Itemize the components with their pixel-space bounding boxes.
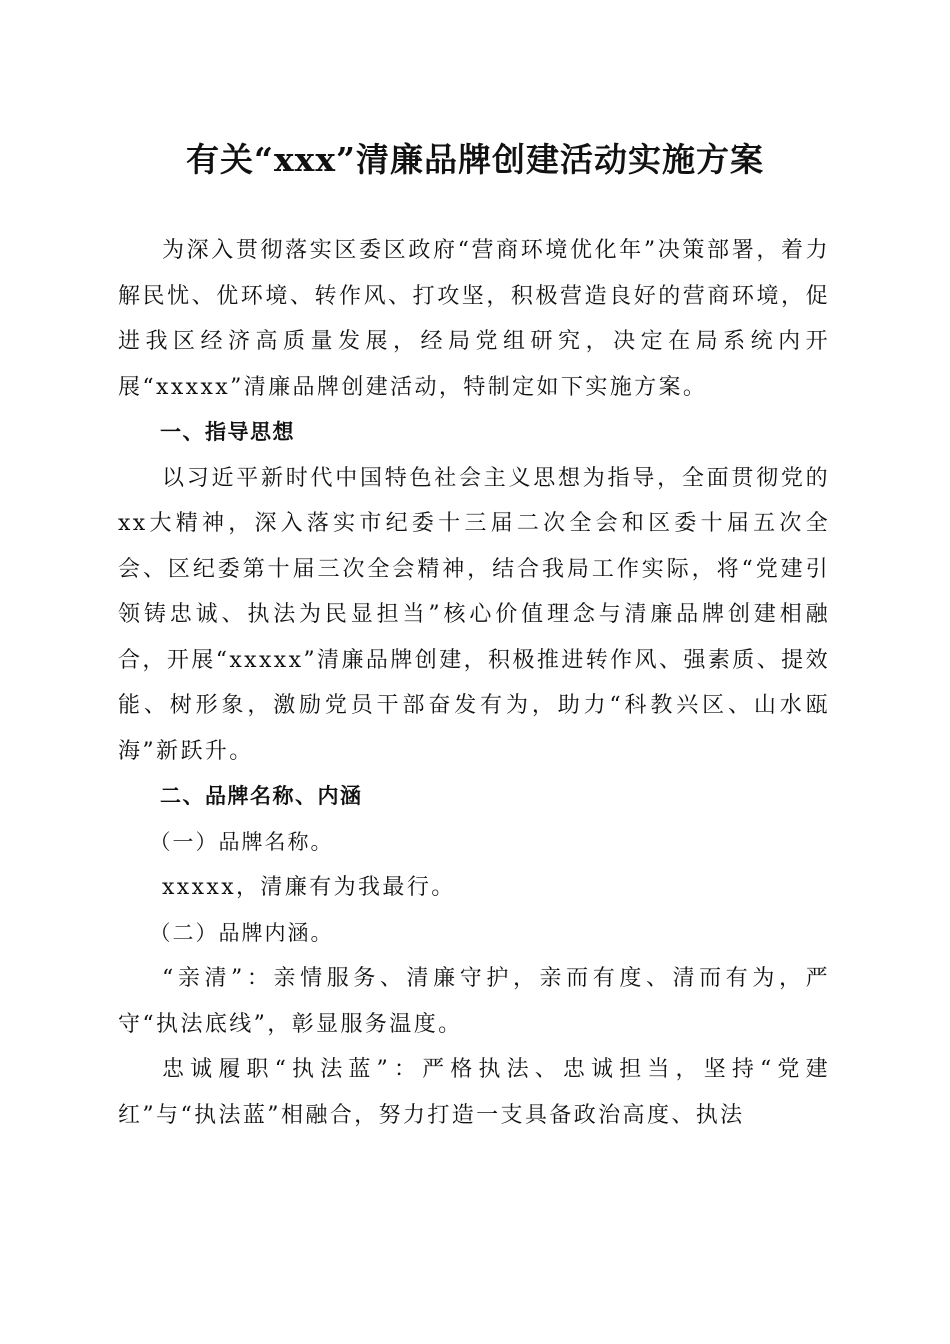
guiding-ideology-paragraph: 以习近平新时代中国特色社会主义思想为指导，全面贯彻党的xx大精神，深入落实市纪委十三届二次全会和区委十届五次全会、区纪委第十届三次全会精神，结合我局工作实际，将“党建引领铸忠诚、执法为民显担当”核心价值理念与清廉品牌创建相融合，开展“xxxxx”清廉品牌创建，积极推进转作风、强素质、提效能、树形象，激励党员干部奋发有为，助力“科教兴区、山水瓯海”新跃升。 [118, 465, 830, 764]
subheading-brand-meaning: （二）品牌内涵。 [149, 920, 334, 945]
document-title: 有关“xxx”清廉品牌创建活动实施方案 [186, 140, 764, 179]
brand-meaning-paragraph-1: “亲清”：亲情服务、清廉守护，亲而有度、清而有为，严守“执法底线”，彰显服务温度。 [118, 966, 830, 1037]
brand-name-paragraph: xxxxx，清廉有为我最行。 [162, 875, 456, 900]
section-heading-guiding-ideology: 一、指导思想 [160, 420, 295, 444]
brand-meaning-paragraph-2: 忠诚履职“执法蓝”：严格执法、忠诚担当，坚持“党建红”与“执法蓝”相融合，努力打造一支具备政治高度、执法 [118, 1057, 830, 1128]
document-body [118, 228, 830, 1138]
intro-paragraph: 为深入贯彻落实区委区政府“营商环境优化年”决策部署，着力解民忧、优环境、转作风、打攻坚，积极营造良好的营商环境，促进我区经济高质量发展，经局党组研究，决定在局系统内开展“xxxxx”清廉品牌创建活动，特制定如下实施方案。 [118, 238, 830, 400]
section-heading-brand: 二、品牌名称、内涵 [160, 784, 363, 808]
subheading-brand-name: （一）品牌名称。 [149, 829, 334, 854]
